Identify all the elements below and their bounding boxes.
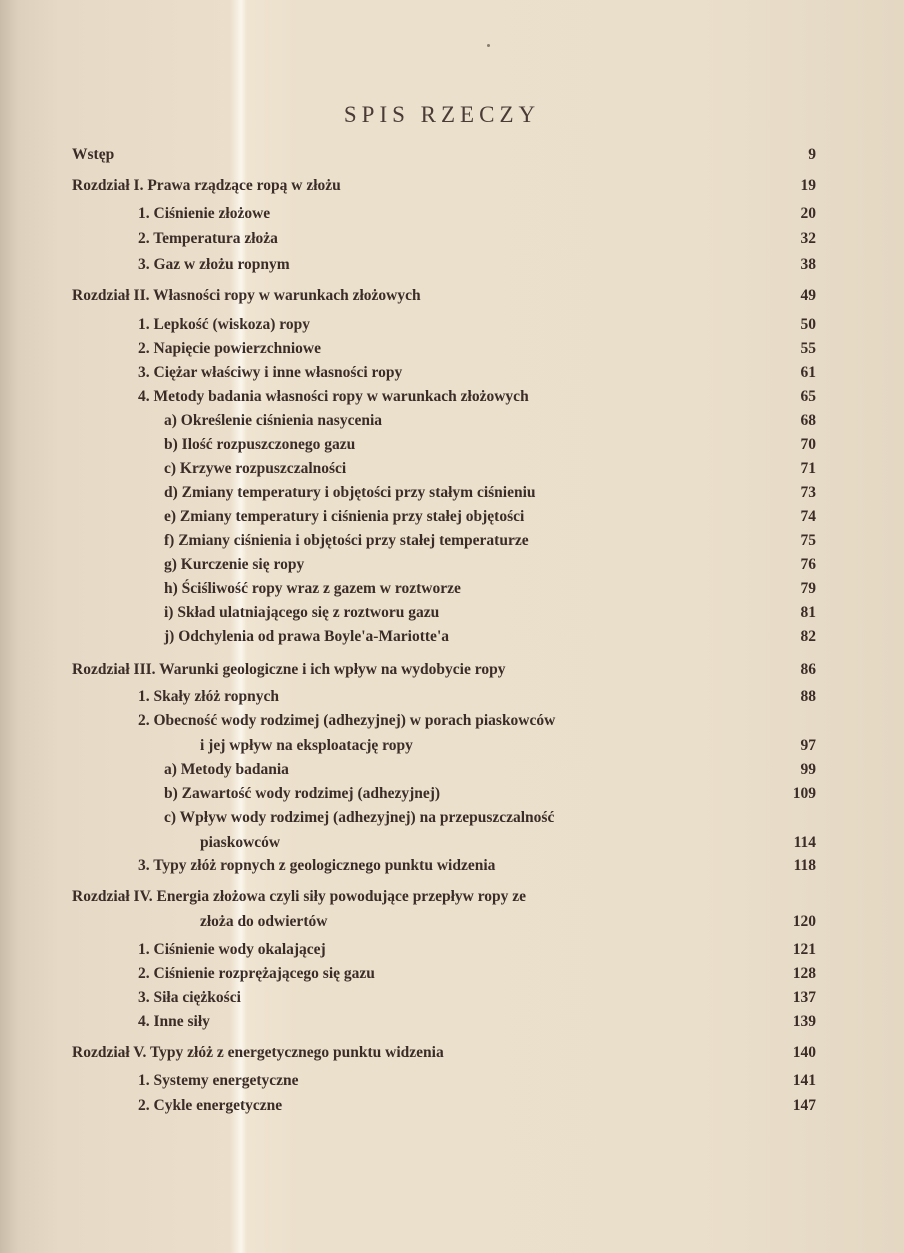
dot-leader [286,832,770,854]
dot-leader [316,314,770,336]
toc-entry-page: 73 [800,484,816,501]
dot-leader [532,886,770,908]
toc-entry [0,686,904,708]
toc-entry-page: 88 [800,688,816,705]
toc-entry-title: Wstęp [72,146,115,163]
toc-entry-title: 3. Siła ciężkości [138,989,241,1006]
toc-entry-page: 137 [792,989,816,1006]
toc-entry-title: 2. Ciśnienie rozprężającego się gazu [138,965,375,982]
toc-entry [0,203,904,225]
toc-entry [0,1011,904,1033]
toc-entry-title: i jej wpływ na eksploatację ropy [200,737,413,754]
toc-entry-title: b) Ilość rozpuszczonego gazu [164,436,356,453]
toc-entry [0,939,904,961]
toc-entry [0,386,904,408]
dot-leader [276,203,770,225]
toc-entry [0,530,904,552]
dot-leader [511,659,770,681]
dot-leader [310,554,770,576]
toc-entry-title: 3. Ciężar właściwy i inne własności ropy [138,364,403,381]
toc-entry-title: f) Zmiany ciśnienia i objętości przy stałej temperaturze [164,532,529,549]
toc-entry-title: 1. Lepkość (wiskoza) ropy [138,316,310,333]
toc-entry-title: 1. Ciśnienie wody okalającej [138,941,326,958]
toc-entry [0,482,904,504]
toc-entry-title: złoża do odwiertów [200,913,328,930]
toc-entry-title: Rozdział V. Typy złóż z energetycznego punktu widzenia [72,1044,444,1061]
toc-entry [0,759,904,781]
toc-entry [0,144,904,166]
toc-entry-page: 86 [800,661,816,678]
dot-leader [408,362,770,384]
dot-leader [530,506,770,528]
toc-entry [0,554,904,576]
toc-entry-title: 1. Ciśnienie złożowe [138,205,271,222]
toc-entry-title: Rozdział IV. Energia złożowa czyli siły powodujące przepływ ropy ze [72,888,527,905]
toc-entry-title: a) Określenie ciśnienia nasycenia [164,412,383,429]
toc-entry-page: 74 [800,508,816,525]
toc-entry-title: c) Krzywe rozpuszczalności [164,460,347,477]
dot-leader [445,602,770,624]
toc-entry-page: 20 [800,205,816,222]
toc-entry [0,855,904,877]
toc-entry [0,659,904,681]
toc-entry-page: 99 [800,761,816,778]
dot-leader [535,530,770,552]
toc-entry-page: 118 [793,857,816,874]
toc-entry-title: 4. Inne siły [138,1013,210,1030]
dot-leader [446,783,770,805]
page-title [0,102,904,128]
toc-entry [0,602,904,624]
toc-entry-page: 147 [792,1097,816,1114]
toc-entry-page: 9 [808,146,816,163]
toc-entry-page: 65 [800,388,816,405]
toc-entry-page: 120 [792,913,816,930]
toc-entry [0,626,904,648]
toc-entry-page: 71 [800,460,816,477]
dot-leader [285,686,770,708]
toc-entry [0,254,904,276]
toc-entry-page: 32 [800,230,816,247]
toc-entry [0,338,904,360]
toc-entry [0,285,904,307]
toc-entry-title: a) Metody badania [164,761,289,778]
toc-entry [0,963,904,985]
dot-leader [388,410,770,432]
toc-entry [0,783,904,805]
toc-entry [0,911,904,933]
toc-entry [0,886,904,908]
toc-entry-title: piaskowców [200,834,281,851]
toc-entry-page: 141 [792,1072,816,1089]
toc-entry [0,987,904,1009]
toc-entry-page: 128 [792,965,816,982]
toc-entry-title: 4. Metody badania własności ropy w warunkach złożowych [138,388,529,405]
dot-leader [535,386,770,408]
toc-entry [0,1095,904,1117]
toc-entry [0,506,904,528]
dot-leader [247,987,770,1009]
dot-leader [561,710,770,732]
toc-entry-title: g) Kurczenie się ropy [164,556,305,573]
toc-entry [0,228,904,250]
toc-entry-title: c) Wpływ wody rodzimej (adhezyjnej) na przepuszczalność [164,809,555,826]
toc-entry [0,578,904,600]
toc-entry [0,1042,904,1064]
dot-leader [419,735,770,757]
toc-entry-page: 139 [792,1013,816,1030]
toc-entry-page: 19 [800,177,816,194]
dot-leader [361,434,770,456]
toc-entry-title: 3. Gaz w złożu ropnym [138,256,290,273]
toc-entry-title: Rozdział II. Własności ropy w warunkach złożowych [72,287,421,304]
toc-entry-title: b) Zawartość wody rodzimej (adhezyjnej) [164,785,441,802]
toc-entry-title: Rozdział I. Prawa rządzące ropą w złożu [72,177,341,194]
dot-leader [327,338,770,360]
toc-entry-title: 1. Systemy energetyczne [138,1072,299,1089]
toc-entry-page: 82 [800,628,816,645]
toc-entry-title: d) Zmiany temperatury i objętości przy stałym ciśnieniu [164,484,536,501]
toc-entry [0,314,904,336]
page-title-text: SPIS RZECZY [343,102,541,127]
dot-leader [560,807,770,829]
toc-entry-title: 2. Temperatura złoża [138,230,278,247]
dot-leader [288,1095,770,1117]
dot-leader [542,482,770,504]
toc-entry-title: e) Zmiany temperatury i ciśnienia przy stałej objętości [164,508,525,525]
dot-leader [296,254,770,276]
dot-leader [467,578,770,600]
toc-entry-title: 1. Skały złóż ropnych [138,688,279,705]
toc-entry-page: 55 [800,340,816,357]
dot-leader [120,144,770,166]
toc-entry [0,175,904,197]
toc-entry-page: 38 [800,256,816,273]
dot-leader [332,939,770,961]
dot-leader [305,1070,770,1092]
toc-entry-page: 121 [792,941,816,958]
toc-entry-page: 61 [800,364,816,381]
toc-entry-page: 81 [800,604,816,621]
toc-entry-page: 76 [800,556,816,573]
dot-leader [427,285,770,307]
toc-entry-page: 114 [793,834,816,851]
dot-leader [284,228,770,250]
toc-entry [0,710,904,732]
toc-entry [0,362,904,384]
toc-entry-page: 49 [800,287,816,304]
dot-leader [295,759,770,781]
toc-entry-page: 75 [800,532,816,549]
toc-entry [0,807,904,829]
toc-entry [0,458,904,480]
dot-leader [450,1042,770,1064]
toc-entry [0,1070,904,1092]
dot-leader [216,1011,770,1033]
toc-entry-title: 2. Cykle energetyczne [138,1097,283,1114]
dot-leader [347,175,770,197]
dot-leader [333,911,770,933]
toc-entry-title: 3. Typy złóż ropnych z geologicznego punktu widzenia [138,857,496,874]
dot-leader [381,963,770,985]
toc-entry-title: Rozdział III. Warunki geologiczne i ich wpływ na wydobycie ropy [72,661,506,678]
dot-leader [455,626,770,648]
toc-entry-title: j) Odchylenia od prawa Boyle'a-Mariotte'a [164,628,449,645]
toc-entry-page: 68 [800,412,816,429]
dot-leader [501,855,770,877]
toc-entry-page: 109 [792,785,816,802]
toc-entry-title: 2. Obecność wody rodzimej (adhezyjnej) w porach piaskowców [138,712,556,729]
toc-entry-title: h) Ściśliwość ropy wraz z gazem w roztworze [164,580,461,597]
toc-entry-page: 50 [800,316,816,333]
toc-entry-page: 97 [800,737,816,754]
toc-entry-title: i) Skład ulatniającego się z roztworu gazu [164,604,440,621]
toc-entry-title: 2. Napięcie powierzchniowe [138,340,321,357]
toc-entry [0,735,904,757]
toc-entry [0,434,904,456]
toc-entry-page: 79 [800,580,816,597]
toc-entry-page: 70 [800,436,816,453]
toc-entry [0,410,904,432]
toc-entry-page: 140 [792,1044,816,1061]
dot-leader [352,458,770,480]
toc-entry [0,832,904,854]
printer-mark [487,44,490,47]
